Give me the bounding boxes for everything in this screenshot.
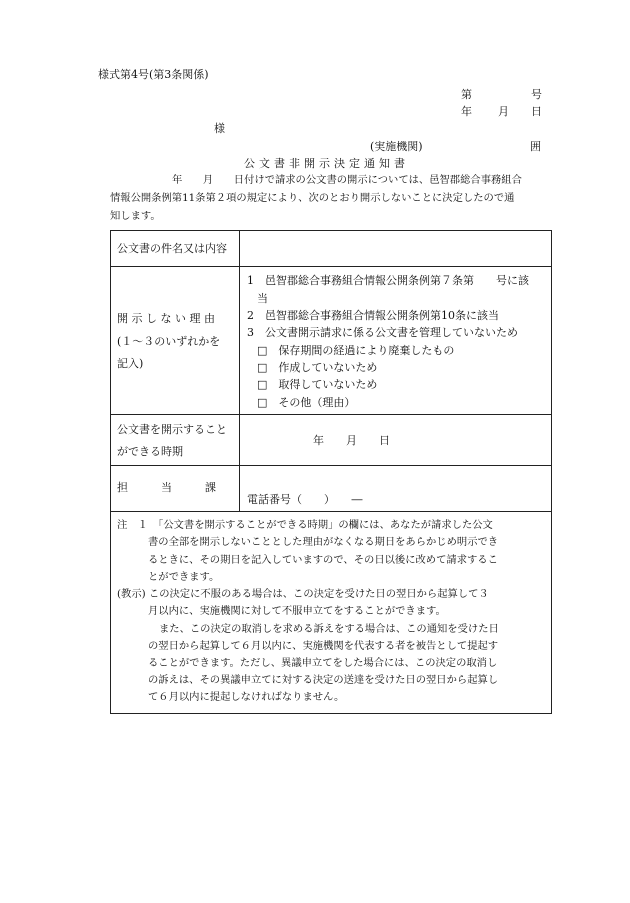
teaching-line-7: て６月以内に提起しなければなりません。 bbox=[148, 691, 345, 703]
intro-line-1: 年 月 日付けで請求の公文書の開示については、邑智郡総合事務組合 bbox=[172, 174, 522, 186]
document-title: 公文書非開示決定通知書 bbox=[244, 157, 409, 170]
reason-item-2: 2 邑智郡総合事務組合情報公開条例第10条に該当 bbox=[247, 309, 499, 322]
reason-checkbox-discarded: □ 保存期間の経過により廃棄したもの bbox=[257, 344, 455, 357]
phone-number: 電話番号（ ） ― bbox=[247, 493, 363, 506]
disclosure-date: 年 月 日 bbox=[313, 434, 390, 447]
row-divider bbox=[111, 465, 551, 466]
reason-item-1-cont: 当 bbox=[257, 292, 268, 305]
intro-line-3: 知します。 bbox=[110, 210, 161, 222]
note-1-line-3: るときに、その期日を記入していますので、その日以後に改めて請求するこ bbox=[148, 554, 498, 566]
teaching-line-6: の訴えは、その異議申立てに対する決定の送達を受けた日の翌日から起算し bbox=[148, 674, 499, 686]
note-1-line-2: 書の全部を開示しないこととした理由がなくなる期日をあらかじめ明示でき bbox=[148, 536, 499, 548]
row-divider bbox=[111, 511, 551, 512]
column-divider bbox=[239, 231, 240, 511]
reason-label-line-1: 開 示 し な い 理 由 bbox=[117, 312, 215, 325]
disclosure-time-label-line-2: ができる時期 bbox=[117, 445, 183, 458]
row-divider bbox=[111, 414, 551, 415]
seal-mark: 囲 bbox=[530, 140, 541, 153]
number-prefix: 第 bbox=[461, 88, 472, 101]
reason-label-line-2: (１～３のいずれかを bbox=[117, 335, 221, 348]
note-1-line-1: 注 １ 「公文書を開示することができる時期」の欄には、あなたが請求した公文 bbox=[117, 519, 493, 531]
form-table bbox=[110, 230, 552, 714]
teaching-line-2: 月以内に、実施機関に対して不服申立てをすることができます。 bbox=[148, 605, 446, 617]
teaching-line-4: の翌日から起算して６月以内に、実施機関を代表する者を被告として提起す bbox=[148, 640, 499, 652]
intro-line-2: 情報公開条例第11条第２項の規定により、次のとおり開示しないことに決定したので通 bbox=[110, 192, 515, 204]
note-1-line-4: とができます。 bbox=[148, 571, 220, 583]
form-number: 様式第4号(第3条関係) bbox=[98, 68, 209, 81]
section-label: 担 当 課 bbox=[117, 481, 216, 494]
disclosure-time-label-line-1: 公文書を開示すること bbox=[117, 423, 227, 436]
date-year: 年 bbox=[461, 105, 472, 118]
agency-label: (実施機関) bbox=[370, 140, 423, 153]
recipient-suffix: 様 bbox=[214, 122, 225, 135]
date-month: 月 bbox=[498, 105, 509, 118]
reason-item-1: 1 邑智郡総合事務組合情報公開条例第７条第 号に該 bbox=[247, 274, 529, 287]
teaching-line-3: また、この決定の取消しを求める訴えをする場合は、この通知を受けた日 bbox=[159, 623, 499, 635]
reason-checkbox-not-acquired: □ 取得していないため bbox=[257, 378, 378, 391]
teaching-line-1: (教示) この決定に不服のある場合は、この決定を受けた日の翌日から起算して３ bbox=[117, 588, 489, 600]
teaching-line-5: ることができます。ただし、異議申立てをした場合には、この決定の取消し bbox=[148, 657, 498, 669]
reason-item-3: 3 公文書開示請求に係る公文書を管理していないため bbox=[247, 326, 518, 339]
date-day: 日 bbox=[531, 105, 542, 118]
subject-label: 公文書の件名又は内容 bbox=[117, 242, 227, 255]
reason-checkbox-not-created: □ 作成していないため bbox=[257, 361, 378, 374]
row-divider bbox=[111, 266, 551, 267]
reason-label-line-3: 記入) bbox=[117, 357, 144, 370]
reason-checkbox-other: □ その他（理由） bbox=[257, 396, 356, 409]
number-suffix: 号 bbox=[531, 88, 542, 101]
